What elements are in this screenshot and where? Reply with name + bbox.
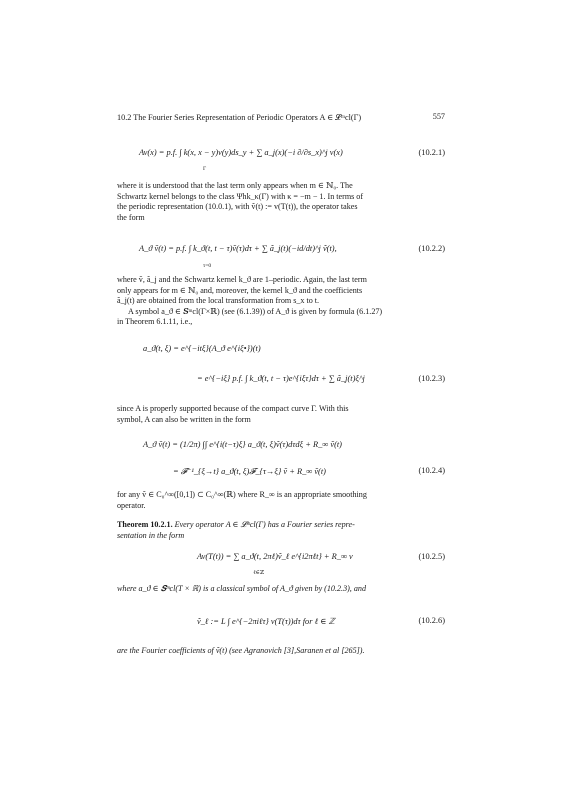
equation-body: Av(x) = p.f. ∫ k(x, x − y)v(y)ds_y + ∑ a_j(x)(−i ∂/∂s_x)^j v(x) <box>139 148 343 157</box>
text-line: ã_j(t) are obtained from the local transformation from s_x to t. <box>117 296 320 305</box>
paragraph-4 <box>117 490 445 511</box>
header-title: 10.2 The Fourier Series Representation of Periodic Operators A ∈ 𝓛ᵐcl(Γ) <box>117 113 362 122</box>
summation-index: ℓ∈ℤ <box>253 570 264 576</box>
paragraph-5 <box>117 584 445 595</box>
text-line: Schwartz kernel belongs to the class Ψhk_κ(Γ) with κ = −m − 1. In terms of <box>117 191 364 201</box>
text-line: since A is properly supported because of the compact curve Γ. With this <box>117 404 349 413</box>
equation-body: = 𝓕⁻¹_{ξ→t} a_ϑ(t, ξ)𝓕_{τ→ξ} ṽ + R_∞ ṽ(t) <box>173 467 326 476</box>
text-line: where it is understood that the last term only appears when m ∈ ℕ₀. The <box>117 181 353 190</box>
text-line: only appears for m ∈ ℕ₀ and, moreover, the kernel k_ϑ and the coefficients <box>117 285 363 295</box>
equation-10-2-3-line-2 <box>117 362 445 394</box>
theorem-text: Every operator A ∈ 𝓛ᵐcl(Γ) has a Fourier series repre- <box>174 520 355 529</box>
text-line: for any ṽ ∈ C₀^∞([0,1]) ⊂ C₀^∞(ℝ) where R_∞ is an appropriate smoothing <box>117 490 367 499</box>
equation-body: A_ϑ ṽ(t) = p.f. ∫ k_ϑ(t, t − τ)ṽ(τ)dτ + ∑ ã_j(t)(−id/dt)^j ṽ(t), <box>139 244 337 253</box>
equation-number: (10.2.4) <box>418 466 445 475</box>
equation-body: ṽ_ℓ := L ∫ e^{−2πiℓτ} v(T(τ))dτ for ℓ ∈ ℤ <box>197 617 335 626</box>
paragraph-2 <box>117 275 445 328</box>
text-line: where a_ϑ ∈ 𝑺ᵐcl(T × ℝ) is a classical symbol of A_ϑ given by (10.2.3), and <box>117 584 366 593</box>
paragraph-6 <box>117 646 445 657</box>
theorem-label: Theorem 10.2.1. <box>117 520 173 529</box>
equation-body: Av(T(t)) = ∑ a_ϑ(t, 2πℓ)ṽ_ℓ e^{i2πℓt} + R_∞ v <box>197 552 353 561</box>
equation-body: = e^{−iξ} p.f. ∫ k_ϑ(t, t − τ)e^{iξτ}dτ + ∑ ã_j(t)ξ^j <box>197 374 365 383</box>
text-line: symbol, A can also be written in the form <box>117 414 251 424</box>
equation-10-2-1 <box>117 142 445 170</box>
text-line: operator. <box>117 500 146 510</box>
equation-10-2-3-line-1 <box>117 338 445 358</box>
page-number: 557 <box>432 112 445 121</box>
equation-number: (10.2.2) <box>418 244 445 253</box>
equation-body: A_ϑ ṽ(t) = (1/2π) ∫∫ e^{i(t−τ)ξ} a_ϑ(t, ξ)ṽ(τ)dτdξ + R_∞ ṽ(t) <box>143 440 342 449</box>
equation-number: (10.2.5) <box>418 552 445 561</box>
integral-lower-limit: τ=0 <box>203 263 212 269</box>
text-line: the form <box>117 212 145 222</box>
equation-number: (10.2.1) <box>418 148 445 157</box>
text-line: where ṽ, ã_j and the Schwartz kernel k_ϑ are 1–periodic. Again, the last term <box>117 275 367 284</box>
paragraph-3 <box>117 404 445 425</box>
text-line: are the Fourier coefficients of ṽ(t) (see Agranovich [3],Saranen et al [265]). <box>117 646 365 655</box>
paragraph-1 <box>117 181 445 223</box>
equation-number: (10.2.6) <box>418 616 445 625</box>
text-line: the periodic representation (10.0.1), with ṽ(t) := v(T(t)), the operator takes <box>117 202 358 211</box>
equation-body: a_ϑ(t, ξ) = e^{−itξ}(A_ϑ e^{iξ•})(t) <box>143 344 261 353</box>
theorem-10-2-1 <box>117 520 445 541</box>
text-line: in Theorem 6.1.11, i.e., <box>117 317 193 326</box>
integral-domain: Γ <box>203 166 207 172</box>
equation-10-2-4-line-1 <box>117 432 445 464</box>
equation-10-2-4-line-2 <box>117 464 445 482</box>
equation-10-2-2 <box>117 238 445 268</box>
text-line: A symbol a_ϑ ∈ 𝑺ᵐcl(Γ×ℝ) (see (6.1.39)) of A_ϑ is given by formula (6.1.27) <box>128 306 383 316</box>
equation-10-2-5 <box>117 546 445 580</box>
equation-number: (10.2.3) <box>418 374 445 383</box>
theorem-text: sentation in the form <box>117 530 185 540</box>
equation-10-2-6 <box>117 604 445 640</box>
